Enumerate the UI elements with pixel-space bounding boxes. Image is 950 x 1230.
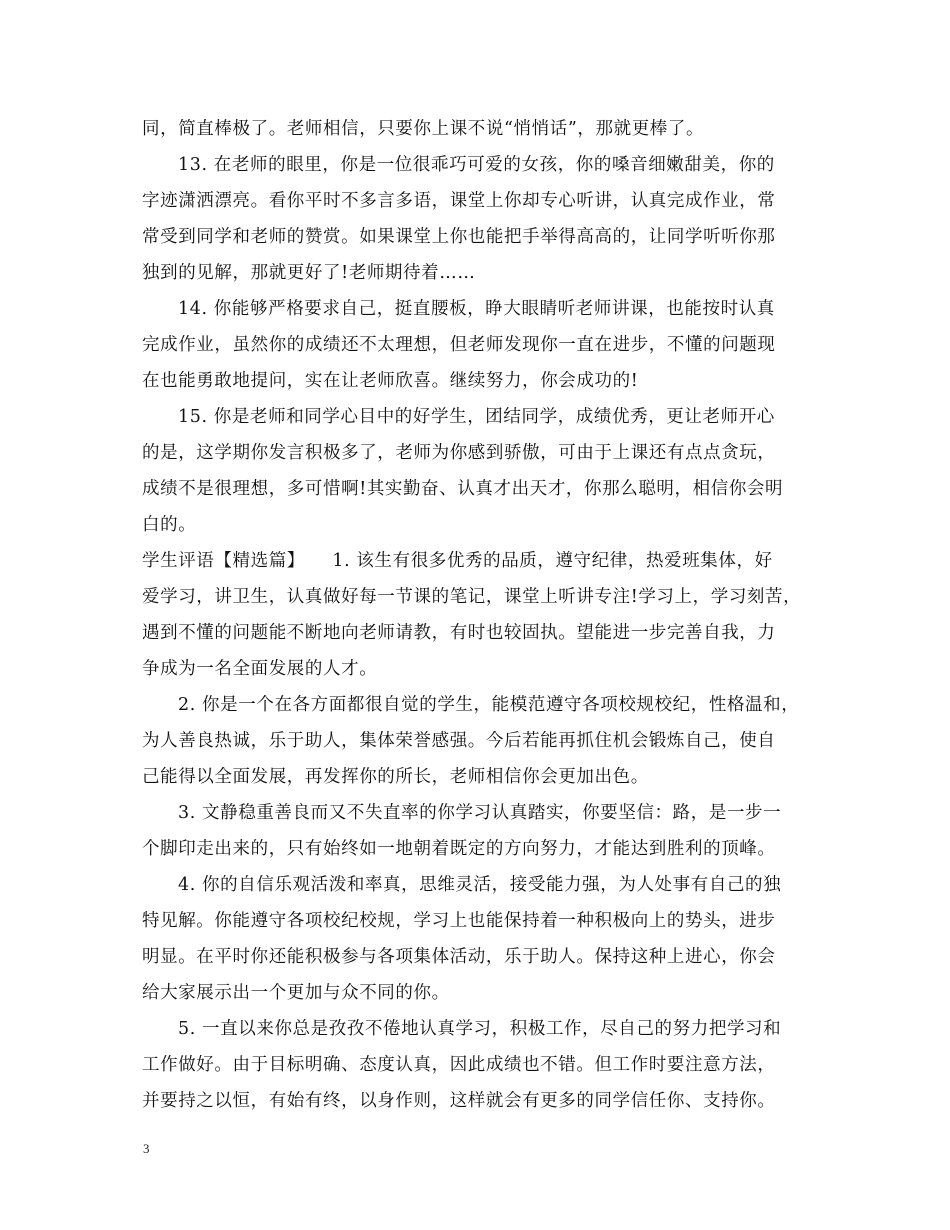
text-line: 13. 在老师的眼里，你是一位很乖巧可爱的女孩，你的嗓音细嫩甜美，你的 [178,155,775,175]
text-line: 字迹潇洒漂亮。看你平时不多言多语，课堂上你却专心听讲，认真完成作业，常 [142,191,776,211]
text-line: 明显。在平时你还能积极参与各项集体活动，乐于助人。保持这种上进心，你会 [142,947,776,967]
section-heading-line: 学生评语【精选篇】 1. 该生有很多优秀的品质，遵守纪律，热爱班集体，好 [142,551,773,571]
text-line: 4. 你的自信乐观活泼和率真，思维灵活，接受能力强，为人处事有自己的独 [178,875,782,895]
text-line: 15. 你是老师和同学心目中的好学生，团结同学，成绩优秀，更让老师开心 [178,407,775,427]
text-line: 在也能勇敢地提问，实在让老师欣喜。继续努力，你会成功的! [142,371,639,391]
text-line: 2. 你是一个在各方面都很自觉的学生，能模范遵守各项校规校纪，性格温和， [178,695,800,715]
text-line: 5. 一直以来你总是孜孜不倦地认真学习，积极工作，尽自己的努力把学习和 [178,1019,782,1039]
text-line: 个脚印走出来的，只有始终如一地朝着既定的方向努力，才能达到胜利的顶峰。 [142,839,776,859]
text-line: 同，简直棒极了。老师相信，只要你上课不说“悄悄话”，那就更棒了。 [142,119,705,139]
text-line: 爱学习，讲卫生，认真做好每一节课的笔记，课堂上听讲专注!学习上，学习刻苦， [142,587,802,607]
text-line: 并要持之以恒，有始有终，以身作则，这样就会有更多的同学信任你、支持你。 [142,1091,776,1111]
text-line: 白的。 [142,515,197,535]
text-line: 3. 文静稳重善良而又不失直率的你学习认真踏实，你要坚信：路，是一步一 [178,803,782,823]
text-line: 争成为一名全面发展的人才。 [142,659,378,679]
text-line: 成绩不是很理想，多可惜啊!其实勤奋、认真才出天才，你那么聪明，相信你会明 [142,479,784,499]
page-number: 3 [143,1141,150,1156]
text-line: 己能得以全面发展，再发挥你的所长，老师相信你会更加出色。 [142,767,649,787]
text-line: 给大家展示出一个更加与众不同的你。 [142,983,450,1003]
text-line: 的是，这学期你发言积极多了，老师为你感到骄傲，可由于上课还有点点贪玩， [142,443,776,463]
text-line: 为人善良热诚，乐于助人，集体荣誉感强。今后若能再抓住机会锻炼自己，使自 [142,731,776,751]
text-line: 特见解。你能遵守各项校纪校规，学习上也能保持着一种积极向上的势头，进步 [142,911,776,931]
text-line: 遇到不懂的问题能不断地向老师请教，有时也较固执。望能进一步完善自我，力 [142,623,776,643]
text-line: 完成作业，虽然你的成绩还不太理想，但老师发现你一直在进步，不懂的问题现 [142,335,776,355]
text-line: 常受到同学和老师的赞赏。如果课堂上你也能把手举得高高的，让同学听听你那 [142,227,776,247]
text-line: 独到的见解，那就更好了!老师期待着…… [142,263,476,283]
text-line: 工作做好。由于目标明确、态度认真，因此成绩也不错。但工作时要注意方法， [142,1055,776,1075]
text-line: 14. 你能够严格要求自己，挺直腰板，睁大眼睛听老师讲课，也能按时认真 [178,299,775,319]
